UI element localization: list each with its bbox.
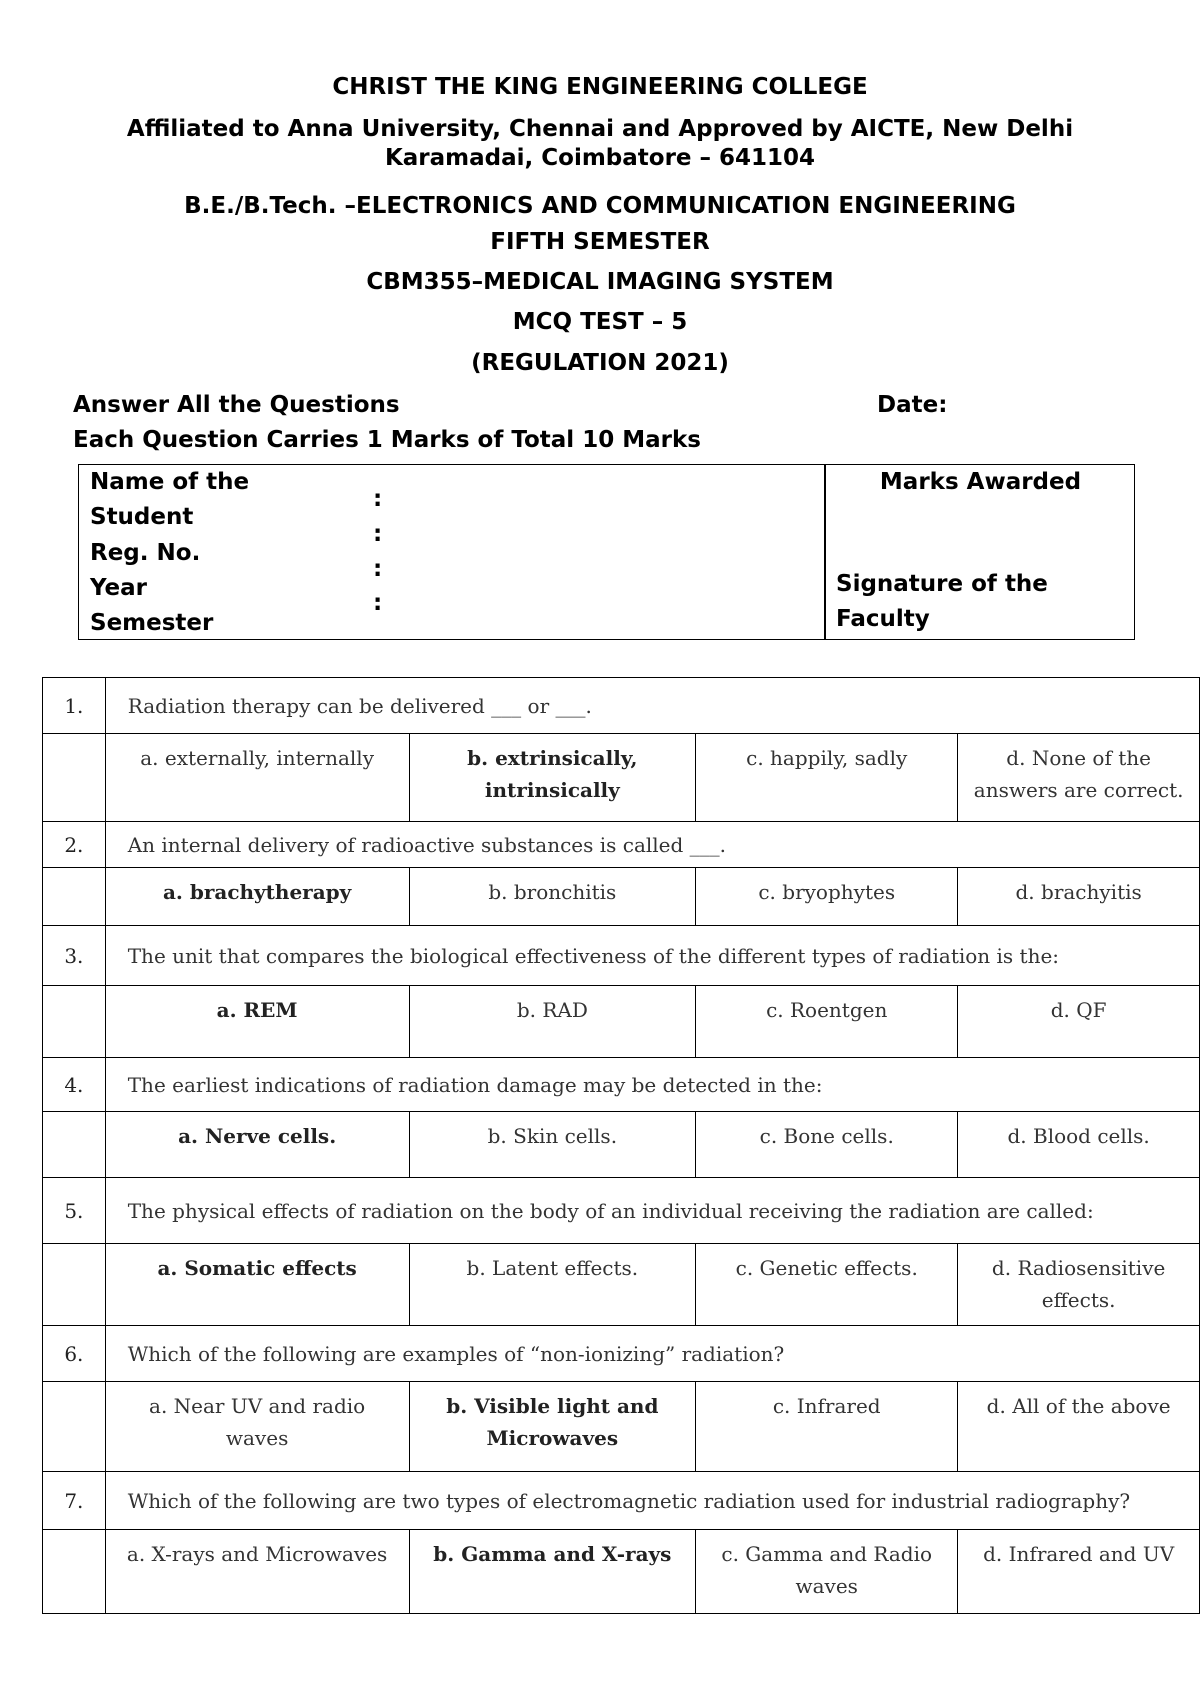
question-text: The physical effects of radiation on the body of an individual receiving the radiation are called: [105,1178,1199,1244]
question-number: 1. [43,678,106,734]
question-row [43,1058,1200,1112]
option-cell: d. Radiosensitive effects. [958,1244,1200,1326]
option-cell-correct: a. Nerve cells. [105,1112,409,1178]
option-cell: c. Gamma and Radio waves [696,1530,958,1614]
option-cell: c. bryophytes [696,868,958,926]
question-text: Radiation therapy can be delivered ___ or ___. [105,678,1199,734]
option-cell-correct: b. extrinsically, intrinsically [409,734,696,822]
programme: B.E./B.Tech. –ELECTRONICS AND COMMUNICATION ENGINEERING [184,193,1016,219]
question-row [43,822,1200,868]
question-text: Which of the following are two types of electromagnetic radiation used for industrial radiography? [105,1472,1199,1530]
option-cell: d. QF [958,986,1200,1058]
name-label-line2: Student [90,504,194,530]
options-row [43,1530,1200,1614]
option-cell-correct: b. Gamma and X-rays [409,1530,696,1614]
question-number: 2. [43,822,106,868]
option-cell: c. Genetic effects. [696,1244,958,1326]
question-row [43,678,1200,734]
question-number: 4. [43,1058,106,1112]
option-cell: d. None of the answers are correct. [958,734,1200,822]
marks-awarded-label: Marks Awarded [879,469,1082,495]
options-row-spacer [43,1382,106,1472]
option-cell-correct: a. REM [105,986,409,1058]
question-number: 7. [43,1472,106,1530]
option-cell: d. Blood cells. [958,1112,1200,1178]
question-number: 6. [43,1326,106,1382]
semester-label: Semester [90,610,214,636]
option-cell-correct: b. Visible light and Microwaves [409,1382,696,1472]
option-cell: c. Bone cells. [696,1112,958,1178]
faculty-signature-label: Signature of the Faculty [836,571,1048,632]
year-colon: : [373,556,383,582]
option-cell: d. All of the above [958,1382,1200,1472]
instruction-answer-all: Answer All the Questions [73,392,400,418]
question-number: 5. [43,1178,106,1244]
reg-no-label: Reg. No. [90,540,201,566]
regulation: (REGULATION 2021) [471,350,729,376]
option-cell: c. happily, sadly [696,734,958,822]
options-row-spacer [43,868,106,926]
marks-info: Each Question Carries 1 Marks of Total 10 Marks [73,427,701,453]
question-number: 3. [43,926,106,986]
question-text: An internal delivery of radioactive substances is called ___. [105,822,1199,868]
course-title: CBM355–MEDICAL IMAGING SYSTEM [366,269,834,295]
student-info-box [78,464,1135,640]
college-name: CHRIST THE KING ENGINEERING COLLEGE [332,74,868,100]
options-row-spacer [43,1244,106,1326]
option-cell: c. Roentgen [696,986,958,1058]
college-location: Karamadai, Coimbatore – 641104 [384,145,816,171]
semester-title: FIFTH SEMESTER [490,229,710,255]
question-row [43,1178,1200,1244]
options-row-spacer [43,986,106,1058]
option-cell-correct: a. brachytherapy [105,868,409,926]
option-cell: b. Latent effects. [409,1244,696,1326]
option-cell: a. X-rays and Microwaves [105,1530,409,1614]
question-text: The unit that compares the biological effectiveness of the different types of radiation is the: [105,926,1199,986]
name-label-line1: Name of the [90,469,250,495]
mcq-table [42,677,1200,1614]
options-row-spacer [43,734,106,822]
option-cell: d. Infrared and UV [958,1530,1200,1614]
test-title: MCQ TEST – 5 [512,309,688,335]
question-text: Which of the following are examples of “non-ionizing” radiation? [105,1326,1199,1382]
options-row [43,1382,1200,1472]
question-row [43,1326,1200,1382]
options-row-spacer [43,1530,106,1614]
options-row [43,734,1200,822]
question-row [43,926,1200,986]
options-row [43,868,1200,926]
year-label: Year [90,575,148,601]
options-row [43,1112,1200,1178]
option-cell: c. Infrared [696,1382,958,1472]
option-cell: b. bronchitis [409,868,696,926]
option-cell: a. externally, internally [105,734,409,822]
question-text: The earliest indications of radiation damage may be detected in the: [105,1058,1199,1112]
option-cell: b. RAD [409,986,696,1058]
name-colon: : [373,486,383,512]
option-cell: d. brachyitis [958,868,1200,926]
options-row-spacer [43,1112,106,1178]
option-cell: a. Near UV and radio waves [105,1382,409,1472]
option-cell: b. Skin cells. [409,1112,696,1178]
semester-colon: : [373,590,383,616]
question-row [43,1472,1200,1530]
reg-no-colon: : [373,521,383,547]
options-row [43,986,1200,1058]
option-cell-correct: a. Somatic effects [105,1244,409,1326]
date-label: Date: [877,392,948,418]
options-row [43,1244,1200,1326]
affiliation: Affiliated to Anna University, Chennai and Approved by AICTE, New Delhi [126,116,1074,142]
